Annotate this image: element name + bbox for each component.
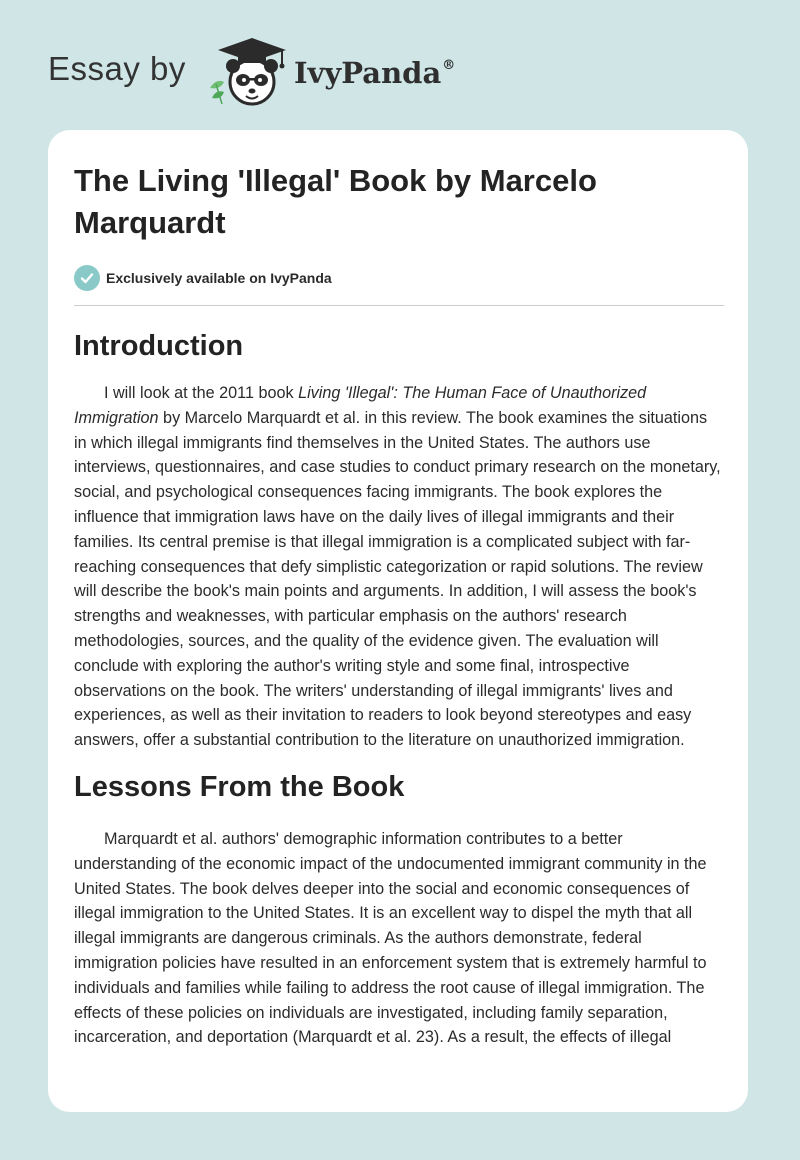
section-heading-lessons: Lessons From the Book (74, 770, 405, 803)
check-icon (74, 265, 100, 291)
divider (74, 305, 724, 306)
introduction-paragraph: I will look at the 2011 book Living 'Illegal': The Human Face of Unauthorized Immigration by Marcelo Marquardt et al. in this review. The book examines the situations in which illegal immigrants find themselves in the United States. The authors use interviews, questionnaires, and case studies to conduct primary research on the monetary, social, and psychological consequences facing immigrants. The book explores the influence that immigration laws have on the daily lives of illegal immigrants and their families. Its central premise is that illegal immigration is a complicated subject with far-reaching consequences that defy simplistic categorization or rapid solutions. The review will describe the book's main points and arguments. In addition, I will assess the book's strengths and weaknesses, with particular emphasis on the authors' research methodologies, sources, and the quality of the evidence given. The evaluation will conclude with exploring the author's writing style and some final, introspective observations on the book. The writers' understanding of illegal immigrants' lives and experiences, as well as their invitation to readers to look beyond stereotypes and easy answers, offer a substantial contribution to the literature on unauthorized immigration. (74, 384, 721, 750)
book-title-italic: Living 'Illegal': The Human Face of Unauthorized Immigration (74, 384, 647, 427)
essay-content (74, 160, 724, 1050)
essay-title: The Living 'Illegal' Book by Marcelo Marquardt (74, 163, 597, 240)
site-header (48, 36, 508, 116)
exclusive-label: Exclusively available on IvyPanda (106, 270, 332, 286)
brand-logo-text[interactable]: IvyPanda® (294, 56, 456, 90)
section-heading-introduction: Introduction (74, 330, 244, 362)
lessons-paragraph: Marquardt et al. authors' demographic information contributes to a better understanding of the economic impact of the undocumented immigrant community in the United States. The book delves deeper into the social and economic consequences of illegal immigration to the United States. It is an excellent way to dispel the myth that all illegal immigrants are dangerous criminals. As the authors demonstrate, federal immigration policies have resulted in an enforcement system that is extremely harmful to individuals and families while failing to address the root cause of illegal immigration. The effects of these policies on individuals are investigated, including family separation, incarceration, and deportation (Marquardt et al. 23). As a result, the effects of illegal (74, 829, 707, 1047)
registered-mark: ® (442, 58, 456, 73)
exclusive-badge (74, 264, 724, 292)
panda-graduate-icon (202, 36, 292, 108)
essay-card (48, 130, 748, 1112)
essay-by-label: Essay by (48, 50, 186, 87)
